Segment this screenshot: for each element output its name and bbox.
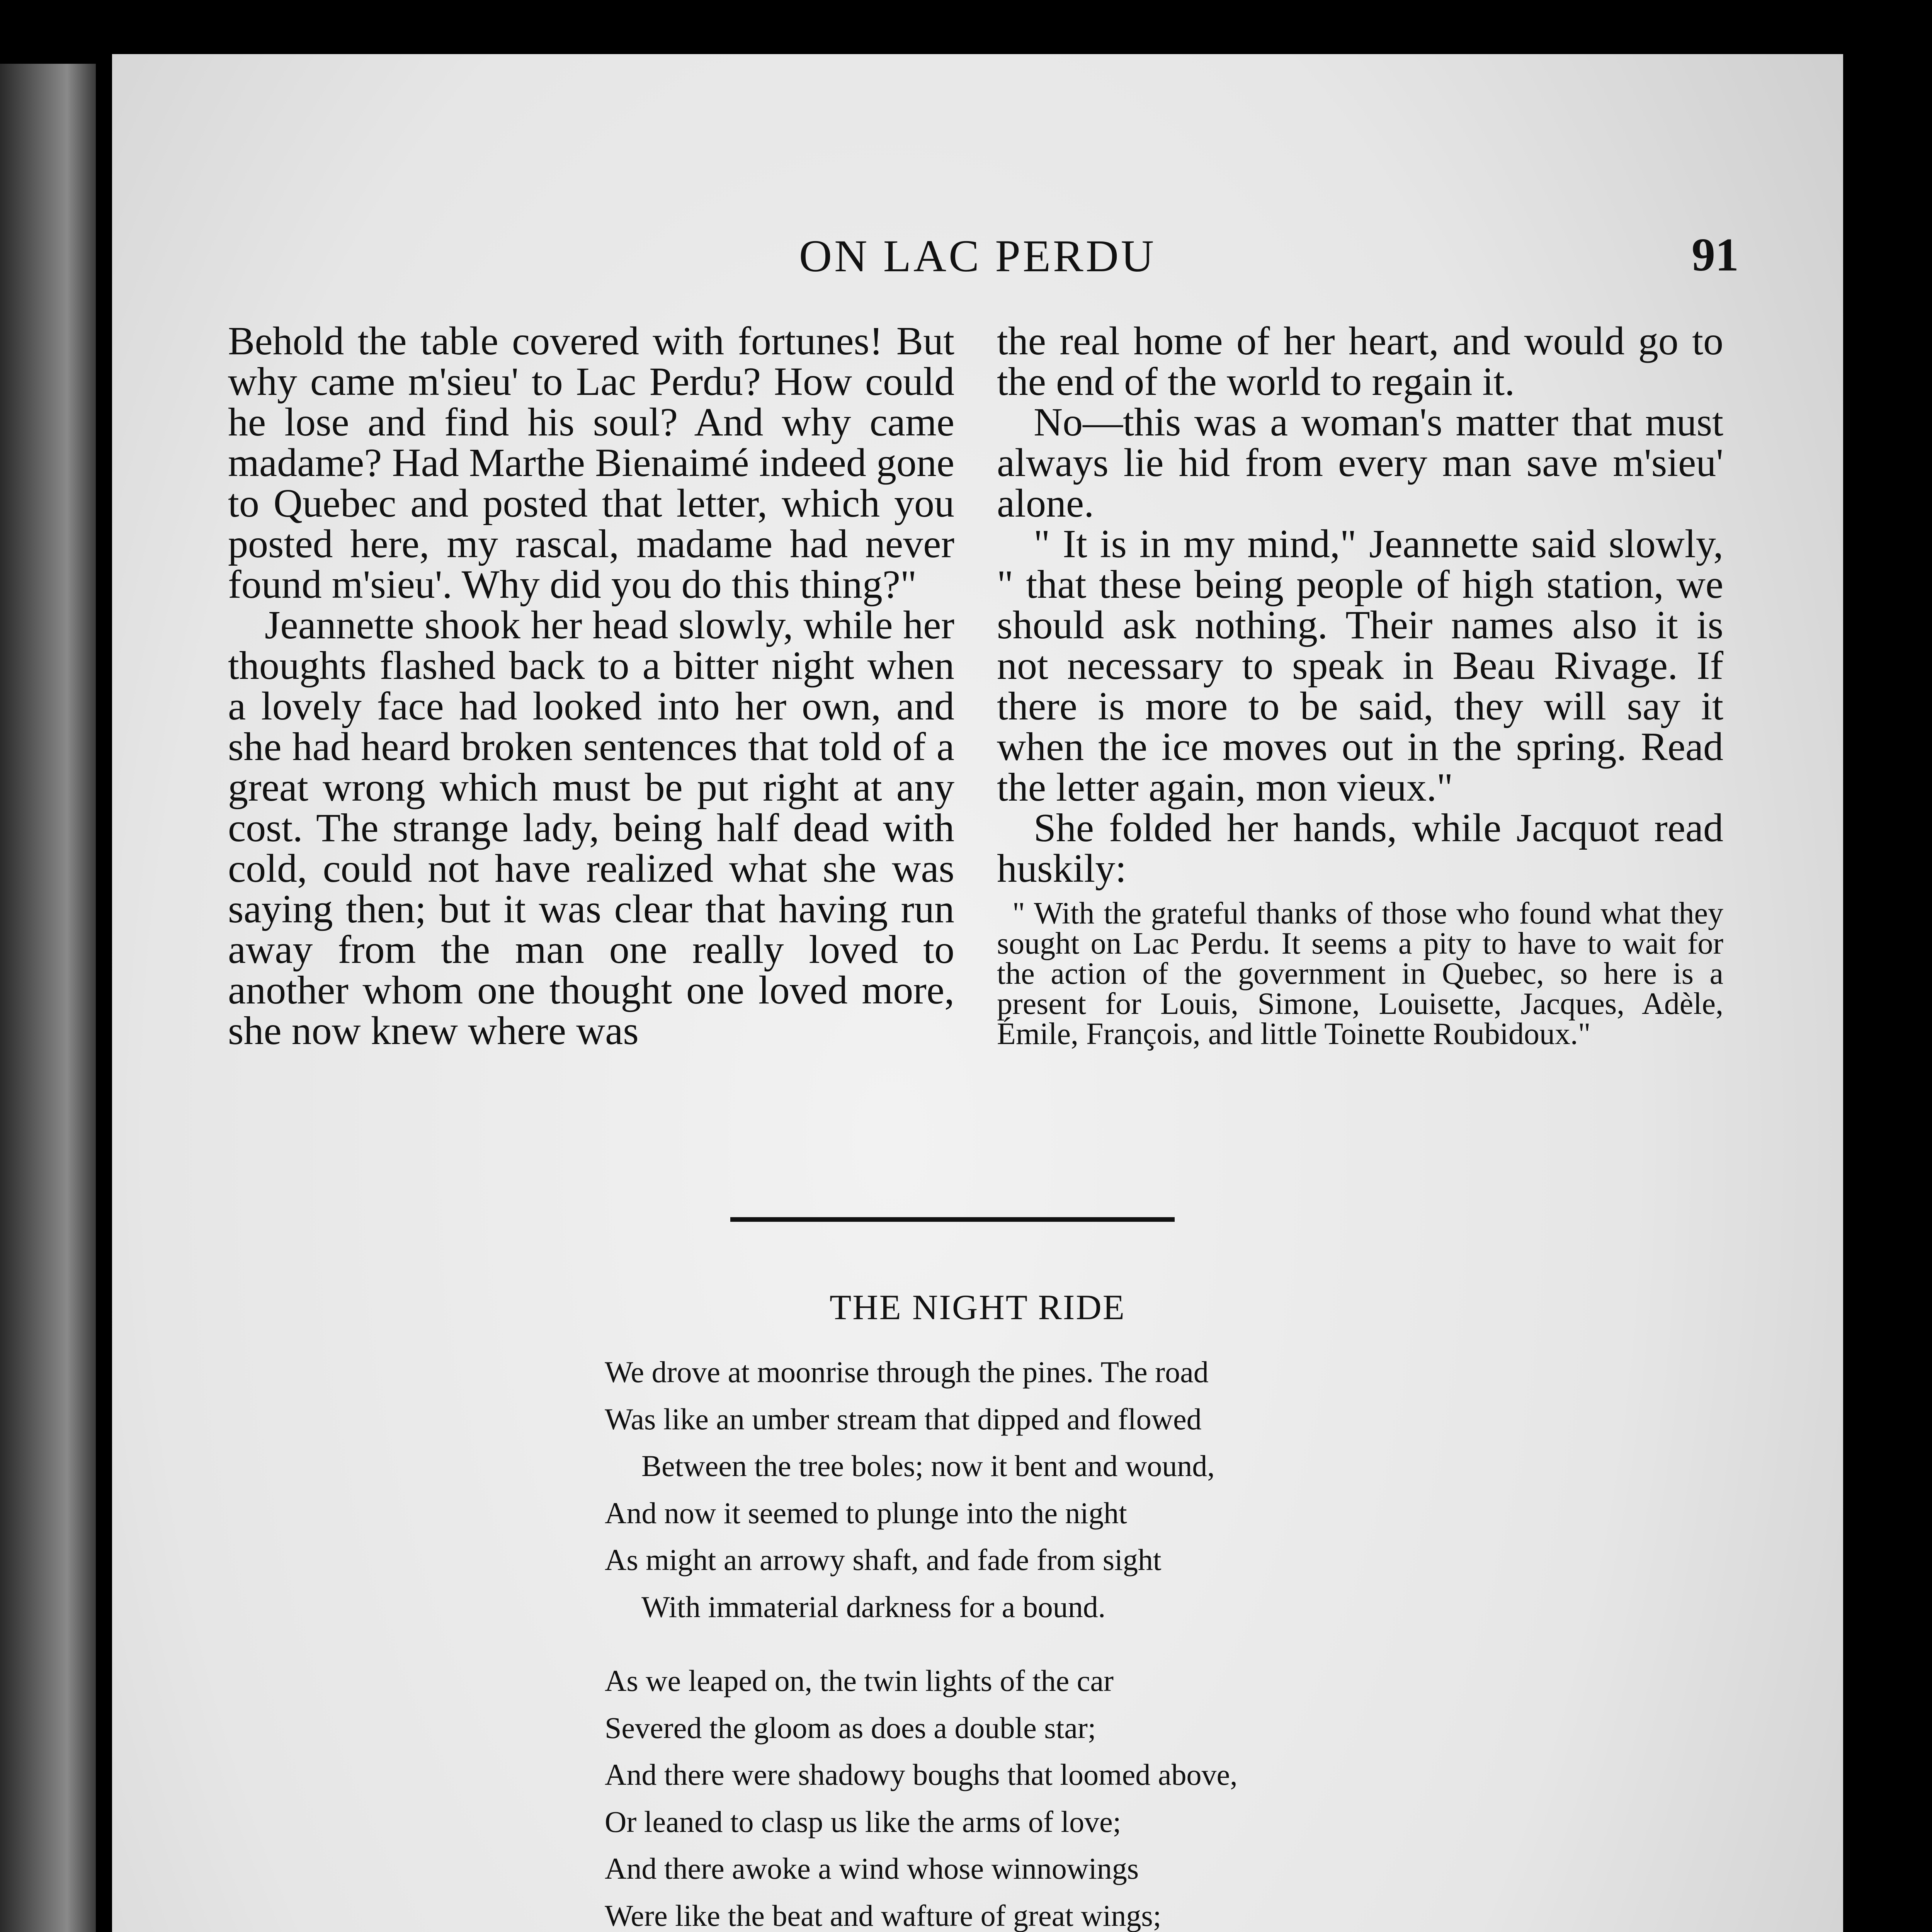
story-paragraph: No—this was a woman's matter that must always lie hid from every man save m'sieu' alone. [997,400,1723,526]
poem-line: And now it seemed to plunge into the night [605,1496,1127,1530]
poem-body [605,1349,1571,1932]
poem-line: And there were shadowy boughs that loomed above, [605,1758,1238,1791]
story-column-right [997,321,1723,1049]
poem-line: As we leaped on, the twin lights of the car [605,1664,1114,1697]
poem-line: Severed the gloom as does a double star; [605,1711,1096,1745]
story-paragraph: the real home of her heart, and would go to the end of the world to regain it. [997,319,1723,404]
poem-line: And there awoke a wind whose winnowings [605,1852,1139,1885]
story-paragraph: " It is in my mind," Jeannette said slowly, " that these being people of high station, we should ask nothing. Their names also it is not necessary to speak in Beau Rivage. If there is more to be said, they will say it when the ice moves out in the spring. Read the letter again, mon vieux." [997,522,1723,810]
poem-line: Or leaned to clasp us like the arms of love; [605,1804,1121,1838]
story-column-left [228,321,954,1051]
magazine-page [112,54,1843,1932]
section-divider [730,1217,1175,1222]
story-paragraph: She folded her hands, while Jacquot read huskily: [997,806,1723,891]
poem-line: Between the tree boles; now it bent and wound, [641,1449,1215,1483]
poem-line: As might an arrowy shaft, and fade from sight [605,1543,1162,1577]
poem-stanza [605,1657,1571,1932]
quoted-letter: " With the grateful thanks of those who found what they sought on Lac Perdu. It seems a pity to have to wait for the action of the government in Quebec, so here is a present for Louis, Simone, Louisette, Jacques, Adèle, Émile, François, and little Toinette Roubidoux." [997,896,1723,1051]
story-paragraph: Behold the table covered with fortunes! But why came m'sieu' to Lac Perdu? How could he lose and find his soul? And why came madame? Had Marthe Bienaimé indeed gone to Quebec and posted that letter, which you posted here, my rascal, madame had never found m'sieu'. Why did you do this thing?" [228,319,954,607]
poem-line: Was like an umber stream that dipped and flowed [605,1402,1202,1436]
story-paragraph: Jeannette shook her head slowly, while her thoughts flashed back to a bitter night when a lovely face had looked into her own, and she had heard broken sentences that told of a great wrong which must be put right at any cost. The strange lady, being half dead with cold, could not have realized what she was saying then; but it was clear that having run away from the man one really loved to another whom one thought one loved more, she now knew where was [228,603,954,1053]
adjacent-page-edge [0,64,96,1932]
poem-title: THE NIGHT RIDE [830,1287,1126,1327]
poem-line: With immaterial darkness for a bound. [641,1590,1106,1624]
page-number: 91 [1692,229,1739,281]
running-title: ON LAC PERDU [799,231,1156,281]
poem-line: Were like the beat and wafture of great wings; [605,1898,1162,1932]
poem-stanza [605,1349,1571,1630]
poem-line: We drove at moonrise through the pines. The road [605,1355,1209,1389]
